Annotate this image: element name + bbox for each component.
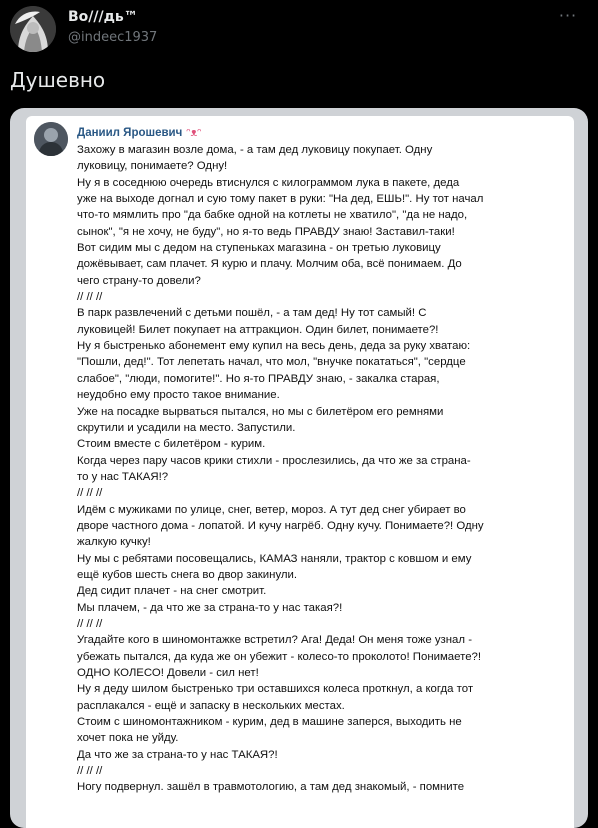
post-author-avatar: [34, 122, 68, 156]
post-line: ещё кубов шесть снега во двор закинули.: [77, 568, 298, 581]
post-line: Идём с мужиками по улице, снег, ветер, мороз. А тут дед снег убирает во: [77, 503, 466, 516]
post-line: убежать пытался, да куда же он убежит - колесо-то проколото! Понимаете?!: [77, 650, 482, 663]
attached-image[interactable]: [10, 108, 588, 828]
post-line: неудобно ему просто такое внимание.: [77, 389, 280, 402]
more-options-button[interactable]: ···: [558, 6, 578, 25]
post-line: В парк развлечений с детьми пошёл, - а там дед! Ну тот самый! С: [77, 307, 427, 320]
post-line: Ну мы с ребятами посовещались, КАМАЗ наняли, трактор с ковшом и ему: [77, 552, 472, 565]
post-line: луковицей! Билет покупает на аттракцион. Один билет, понимаете?!: [77, 323, 439, 336]
post-line: чего страну-то довели?: [77, 274, 201, 287]
avatar[interactable]: [10, 6, 56, 52]
post-line: слабое", "люди, помогите!". Но я-то ПРАВДУ знаю, - закалка старая,: [77, 372, 440, 385]
post-line: Стоим вместе с билетёром - курим.: [77, 438, 266, 451]
post-line: // // //: [77, 291, 103, 304]
post-line: Стоим с шиномонтажником - курим, дед в машине заперся, выходить не: [77, 716, 462, 729]
post-line: Ну я быстренько абонемент ему купил на весь день, деда за руку хватаю:: [77, 340, 471, 353]
post-line: Да что же за страна-то у нас ТАКАЯ?!: [77, 748, 278, 761]
post-line: жалкую кучку!: [77, 536, 151, 549]
post-line: дворе частного дома - лопатой. И кучу нагрёб. Одну кучу. Понимаете?! Одну: [77, 519, 484, 532]
post-line: // // //: [77, 617, 103, 630]
post-line: Захожу в магазин возле дома, - а там дед луковицу покупает. Одну: [77, 144, 433, 156]
tweet-header: [0, 0, 598, 60]
post-avatar-portrait-icon: [34, 122, 68, 156]
post-line: что-то мямлить про "да бабке одной на котлеты не хватило", "да не надо,: [77, 209, 468, 222]
embedded-post-card: [26, 116, 574, 828]
post-line: скрутили и усадили на место. Запустили.: [77, 421, 296, 434]
post-line: Дед сидит плачет - на снег смотрит.: [77, 585, 267, 598]
display-name[interactable]: Во///дь™: [68, 9, 138, 25]
post-line: Вот сидим мы с дедом на ступеньках магазина - он третью луковицу: [77, 242, 441, 255]
post-author-label: Даниил Ярошевич: [77, 127, 183, 139]
author-emoji-icon: ᵔᴥᵔ: [186, 127, 202, 139]
user-handle[interactable]: @indeec1937: [68, 30, 158, 45]
post-body: [77, 142, 567, 796]
post-line: "Пошли, дед!". Тот лепетать начал, что мол, "внучке покататься", "сердце: [77, 356, 466, 369]
avatar-portrait-icon: [10, 6, 56, 52]
post-line: хочет пока не уйду.: [77, 732, 179, 745]
post-line: дожёвывает, сам плачет. Я курю и плачу. Молчим оба, всё понимаем. До: [77, 258, 462, 271]
tweet-text: Душевно: [10, 68, 106, 92]
post-line: луковицу, понимаете? Одну!: [77, 160, 228, 173]
post-line: Когда через пару часов крики стихли - прослезились, да что же за страна-: [77, 454, 471, 467]
post-line: Угадайте кого в шиномонтажке встретил? Ага! Деда! Он меня тоже узнал -: [77, 634, 472, 647]
post-line: уже на выходе догнал и сую тому пакет в руки: "На дед, ЕШЬ!". Ну тот начал: [77, 193, 484, 206]
post-line: Мы плачем, - да что же за страна-то у нас такая?!: [77, 601, 343, 614]
post-author-name: [77, 127, 201, 139]
post-line: // // //: [77, 765, 103, 778]
post-line: Ну я в соседнюю очередь втиснулся с килограммом лука в пакете, деда: [77, 176, 460, 189]
post-line: сынок", "я не хочу, не буду", но я-то ведь ПРАВДУ знаю! Заставил-таки!: [77, 225, 455, 238]
post-line: Ногу подвернул. зашёл в травмотологию, а там дед знакомый, - помните: [77, 781, 465, 794]
post-line: Ну я деду шилом быстренько три оставшихся колеса проткнул, а когда тот: [77, 683, 474, 696]
post-line: Уже на посадке вырваться пытался, но мы с билетёром его ремнями: [77, 405, 444, 418]
post-line: // // //: [77, 487, 103, 500]
post-line: то у нас ТАКАЯ!?: [77, 470, 169, 483]
post-line: расплакался - ещё и запаску в нескольких местах.: [77, 699, 345, 712]
post-line: ОДНО КОЛЕСО! Довели - сил нет!: [77, 667, 259, 679]
